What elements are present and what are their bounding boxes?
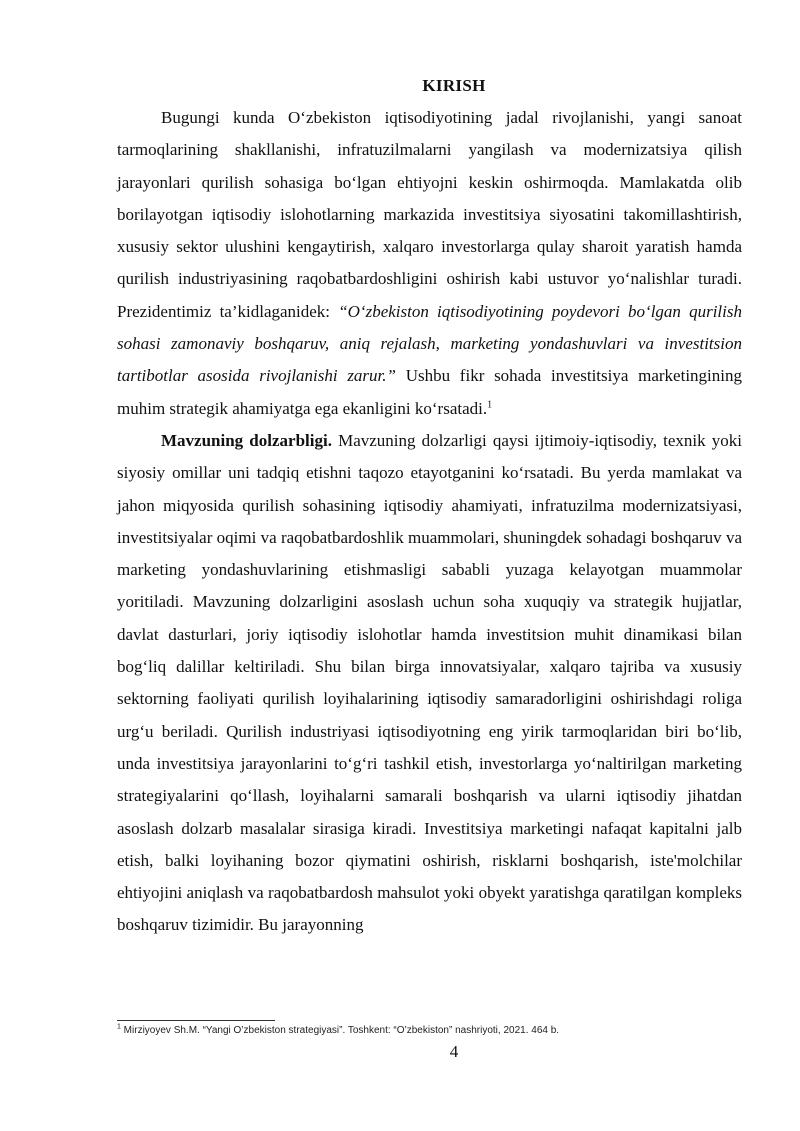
relevance-heading: Mavzuning dolzarbligi. (161, 430, 332, 450)
intro-text: Bugungi kunda O‘zbekiston iqtisodiyotining jadal rivojlanishi, yangi sanoat tarmoqlarining shakllanishi, infratuzilmalarni yangilash va modernizatsiya qilish jarayonlari qurilish sohasiga bo‘lgan ehtiyojni keskin oshirmoqda. Mamlakatda olib borilayotgan iqtisodiy islohotlarning markazida investitsiya siyosatini takomillashtirish, xususiy sektor ulushini kengaytirish, xalqaro investorlarga qulay sharoit yaratish hamda qurilish industriyasining raqobatbardoshligini oshirish kabi ustuvor yo‘nalishlar turadi. Prezidentimiz ta’kidlaganidek: (117, 108, 742, 321)
footnote (117, 1025, 742, 1036)
page-title: KIRISH (422, 76, 486, 95)
footnote-number: 1 (117, 1023, 121, 1031)
footnote-text: Mirziyoyev Sh.M. “Yangi O’zbekiston strategiyasi”. Toshkent: “O’zbekiston” nashriyoti, 2021. 464 b. (120, 1025, 560, 1036)
relevance-text: Mavzuning dolzarligi qaysi ijtimoiy-iqtisodiy, texnik yoki siyosiy omillar uni tadqiq etishni taqozo etayotganini ko‘rsatadi. Bu yerda mamlakat va jahon miqyosida qurilish sohasining iqtisodiy ahamiyati, infratuzilma modernizatsiyasi, investitsiyalar oqimi va raqobatbardoshlik muammolari, shuningdek sohadagi boshqaruv va marketing yondashuvlarining etishmasligi sababli yuzaga kelayotgan muammolar yoritiladi. Mavzuning dolzarligini asoslash uchun soha xuquqiy va strategik hujjatlar, davlat dasturlari, joriy iqtisodiy islohotlar hamda investitsion muhit dinamikasi bilan bog‘liq dalillar keltiriladi. Shu bilan birga innovatsiyalar, xalqaro tajriba va xususiy sektorning faoliyati qurilish loyihalarining iqtisodiy samaradorligini oshirishdagi roliga urg‘u beriladi. Qurilish industriyasi iqtisodiyotning eng yirik tarmoqlaridan biri bo‘lib, unda investitsiya jarayonlarini to‘g‘ri tashkil etish, investorlarga yo‘naltirilgan marketing strategiyalarini qo‘llash, loyihalarni samarali boshqarish va ularni iqtisodiy jihatdan asoslash dolzarb masalalar sirasiga kiradi. Investitsiya marketingi nafaqat kapitalni jalb etish, balki loyihaning bozor qiymatini oshirish, risklarni boshqarish, iste'molchilar ehtiyojini aniqlash va raqobatbardosh mahsulot yoki obyekt yaratishga qaratilgan kompleks boshqaruv tizimidir. Bu jarayonning (117, 430, 743, 935)
intro-paragraph (117, 102, 742, 425)
president-quote: “O‘zbekiston iqtisodiyotining poydevori bo‘lgan qurilish sohasi zamonaviy boshqaruv, aniq rejalash, marketing yondashuvlari va investitsion tartibotlar asosida rivojlanishi zarur.” (117, 301, 742, 386)
intro-text-end: Ushbu fikr sohada investitsiya marketingining muhim strategik ahamiyatga ega ekanligini ko‘rsatadi. (117, 366, 742, 418)
footnote-reference[interactable]: 1 (487, 399, 493, 411)
body-text (117, 102, 742, 942)
page-number: 4 (449, 1042, 459, 1061)
footnote-divider (117, 1020, 275, 1021)
relevance-paragraph (117, 425, 742, 942)
